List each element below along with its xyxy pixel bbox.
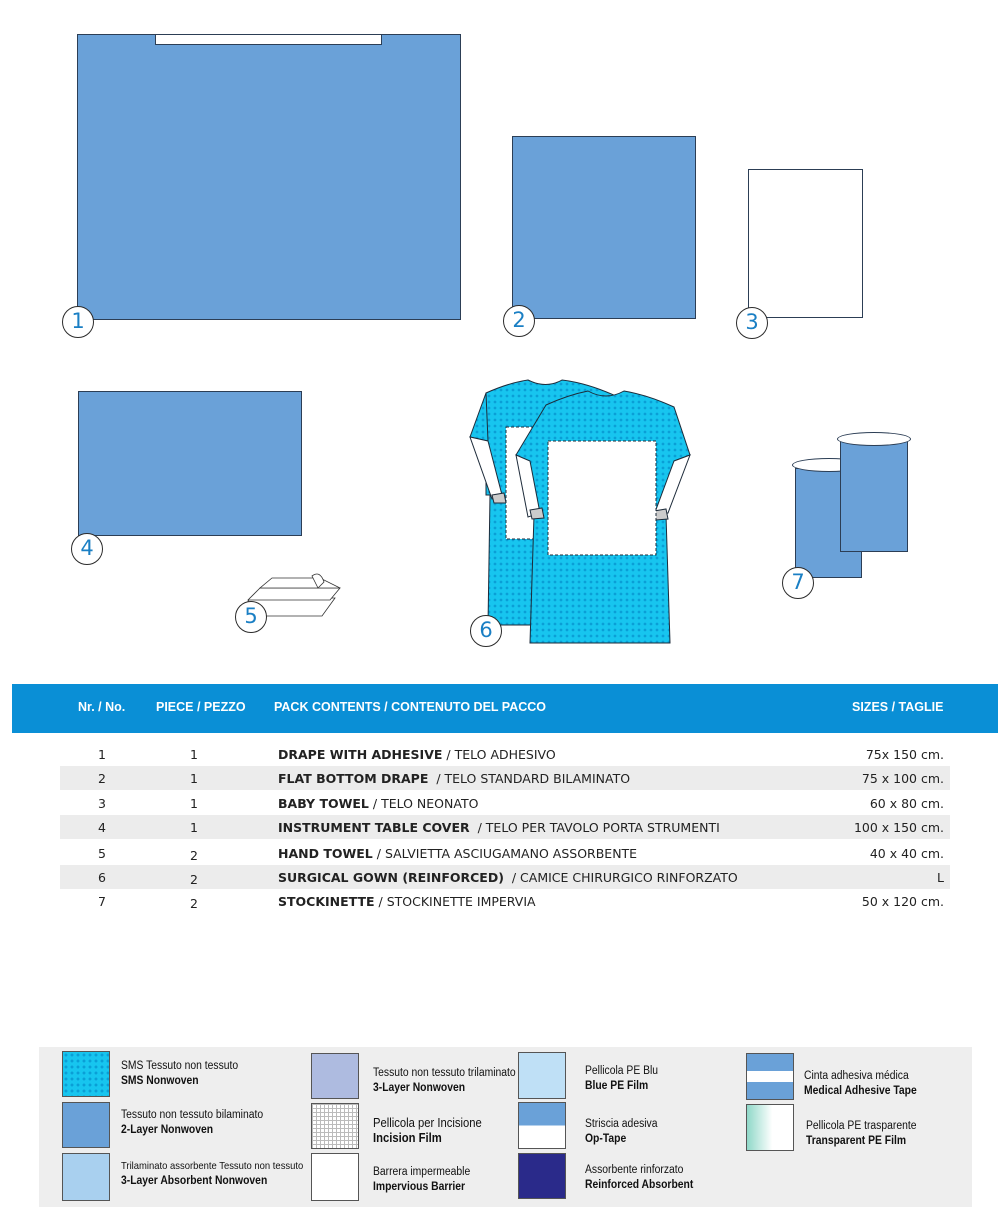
legend-two-layer-it: Tessuto non tessuto bilaminato [121, 1109, 264, 1121]
cell-contents [278, 747, 556, 762]
marker-2: 2 [503, 305, 535, 337]
legend-op-tape-en: Op-Tape [585, 1133, 627, 1145]
swatch-blue-pe-film [518, 1052, 566, 1099]
cell-piece: 1 [190, 820, 198, 835]
swatch-medical-adhesive-tape [746, 1053, 794, 1100]
legend-sms-en: SMS Nonwoven [121, 1075, 199, 1087]
item-name: SURGICAL GOWN (REINFORCED) [278, 870, 504, 885]
item-6-surgical-gown [468, 375, 693, 645]
legend-three-layer-absorbent-it: Trilaminato assorbente Tessuto non tessuto [121, 1160, 304, 1172]
table-row [60, 742, 950, 766]
legend-transparent-pe-film-en: Transparent PE Film [806, 1135, 907, 1147]
cell-nr: 1 [98, 747, 106, 762]
item-desc: / STOCKINETTE IMPERVIA [374, 894, 536, 909]
legend-reinforced-absorbent-it: Assorbente rinforzato [585, 1164, 684, 1176]
legend-three-layer-it: Tessuto non tessuto trilaminato [373, 1067, 516, 1079]
legend-reinforced-absorbent-en: Reinforced Absorbent [585, 1179, 694, 1191]
legend-three-layer-absorbent [121, 1159, 303, 1189]
marker-6: 6 [470, 615, 502, 647]
header-piece: PIECE / PEZZO [156, 700, 246, 714]
item-7-stockinette-front [840, 440, 908, 552]
cell-nr: 5 [98, 846, 106, 861]
swatch-impervious-barrier [311, 1153, 359, 1201]
cell-nr: 7 [98, 894, 106, 909]
adhesive-strip [155, 34, 382, 45]
swatch-incision-film [311, 1103, 359, 1149]
cell-contents [278, 771, 630, 786]
marker-1: 1 [62, 306, 94, 338]
marker-3: 3 [736, 307, 768, 339]
swatch-three-layer [311, 1053, 359, 1099]
swatch-op-tape [518, 1102, 566, 1149]
cell-nr: 4 [98, 820, 106, 835]
legend-op-tape [585, 1117, 657, 1147]
legend-two-layer [121, 1108, 263, 1138]
header-sizes: SIZES / TAGLIE [852, 700, 944, 714]
cell-contents [278, 820, 720, 835]
item-name: INSTRUMENT TABLE COVER [278, 820, 470, 835]
legend-medical-adhesive-tape-en: Medical Adhesive Tape [804, 1085, 917, 1097]
legend-three-layer-en: 3-Layer Nonwoven [373, 1082, 466, 1094]
cell-size: L [937, 870, 944, 885]
cell-contents [278, 796, 478, 811]
cell-size: 40 x 40 cm. [869, 846, 944, 861]
cell-contents [278, 894, 536, 909]
legend-three-layer-absorbent-en: 3-Layer Absorbent Nonwoven [121, 1175, 268, 1187]
cell-contents [278, 870, 738, 885]
swatch-sms [62, 1051, 110, 1097]
table-header [12, 684, 998, 733]
item-name: HAND TOWEL [278, 846, 373, 861]
cell-nr: 2 [98, 771, 106, 786]
legend-blue-pe-film-en: Blue PE Film [585, 1080, 649, 1092]
legend-op-tape-it: Striscia adesiva [585, 1118, 658, 1130]
item-name: FLAT BOTTOM DRAPE [278, 771, 429, 786]
item-1-drape-with-adhesive [77, 34, 461, 320]
legend-incision-film [373, 1116, 482, 1147]
cell-size: 60 x 80 cm. [869, 796, 944, 811]
cell-nr: 3 [98, 796, 106, 811]
legend-sms-it: SMS Tessuto non tessuto [121, 1060, 239, 1072]
cell-size: 50 x 120 cm. [861, 894, 944, 909]
item-desc: / TELO NEONATO [368, 796, 479, 811]
table-row [60, 791, 950, 815]
legend-impervious-barrier [373, 1165, 470, 1195]
item-name: STOCKINETTE [278, 894, 375, 909]
cell-contents [278, 846, 637, 861]
header-nr: Nr. / No. [78, 700, 126, 714]
legend-blue-pe-film [585, 1064, 658, 1094]
swatch-reinforced-absorbent [518, 1153, 566, 1199]
table-row [60, 815, 950, 839]
stockinette-front-cap [837, 432, 911, 446]
item-desc: / TELO PER TAVOLO PORTA STRUMENTI [469, 820, 720, 835]
cell-piece: 2 [190, 896, 198, 911]
cell-size: 100 x 150 cm. [853, 820, 944, 835]
marker-7: 7 [782, 567, 814, 599]
legend-incision-film-it: Pellicola per Incisione [373, 1116, 482, 1130]
cell-piece: 2 [190, 848, 198, 863]
legend-sms [121, 1059, 238, 1089]
legend-three-layer [373, 1066, 516, 1096]
swatch-two-layer [62, 1102, 110, 1148]
legend-transparent-pe-film [806, 1119, 916, 1149]
marker-4: 4 [71, 533, 103, 565]
header-contents: PACK CONTENTS / CONTENUTO DEL PACCO [274, 700, 547, 714]
marker-5: 5 [235, 601, 267, 633]
legend-impervious-barrier-en: Impervious Barrier [373, 1181, 466, 1193]
cell-piece: 1 [190, 771, 198, 786]
item-name: DRAPE WITH ADHESIVE [278, 747, 443, 762]
table-row [60, 841, 950, 865]
cell-nr: 6 [98, 870, 106, 885]
item-desc: / TELO ADHESIVO [442, 747, 556, 762]
cell-piece: 1 [190, 747, 198, 762]
material-legend [39, 1047, 972, 1207]
item-desc: / TELO STANDARD BILAMINATO [428, 771, 631, 786]
cell-piece: 2 [190, 872, 198, 887]
legend-medical-adhesive-tape [804, 1069, 917, 1099]
legend-blue-pe-film-it: Pellicola PE Blu [585, 1065, 659, 1077]
cell-size: 75x 150 cm. [865, 747, 944, 762]
item-3-baby-towel [748, 169, 863, 318]
legend-transparent-pe-film-it: Pellicola PE trasparente [806, 1120, 917, 1132]
item-desc: / SALVIETTA ASCIUGAMANO ASSORBENTE [372, 846, 638, 861]
legend-two-layer-en: 2-Layer Nonwoven [121, 1124, 214, 1136]
swatch-three-layer-absorbent [62, 1153, 110, 1201]
item-name: BABY TOWEL [278, 796, 369, 811]
legend-reinforced-absorbent [585, 1163, 693, 1193]
item-4-instrument-table-cover [78, 391, 302, 536]
legend-medical-adhesive-tape-it: Cinta adhesiva médica [804, 1070, 909, 1082]
table-row [60, 766, 950, 790]
swatch-transparent-pe-film [746, 1104, 794, 1151]
cell-size: 75 x 100 cm. [861, 771, 944, 786]
legend-impervious-barrier-it: Barrera impermeable [373, 1166, 471, 1178]
table-row [60, 865, 950, 889]
item-2-flat-bottom-drape [512, 136, 696, 319]
legend-incision-film-en: Incision Film [373, 1131, 442, 1145]
item-desc: / CAMICE CHIRURGICO RINFORZATO [503, 870, 738, 885]
table-row [60, 889, 950, 913]
cell-piece: 1 [190, 796, 198, 811]
